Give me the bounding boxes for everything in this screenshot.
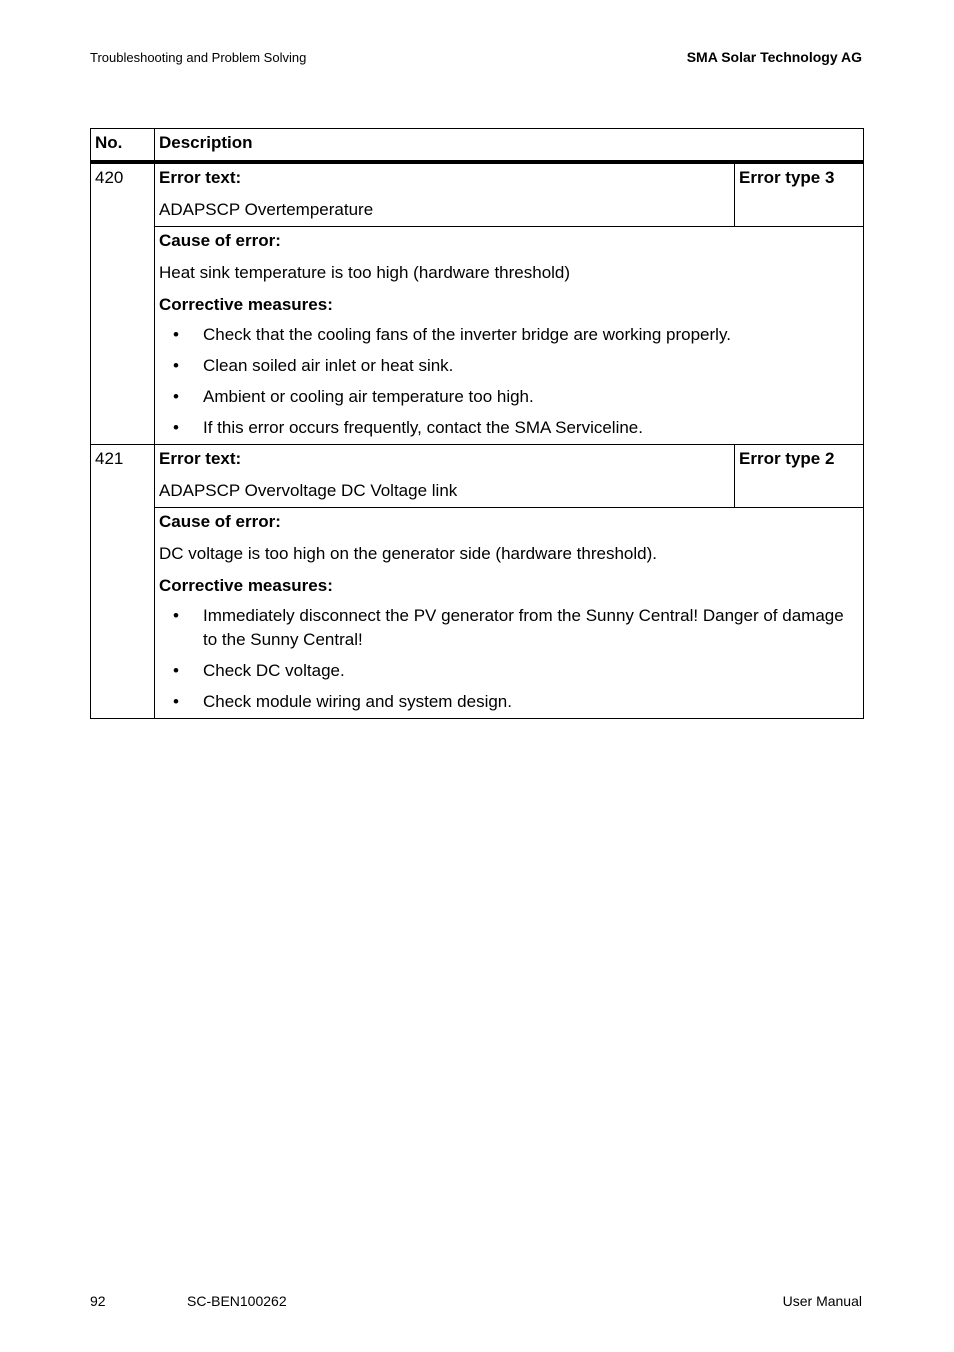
cause-cell xyxy=(155,227,864,445)
table-row xyxy=(91,162,864,227)
measure-text: Clean soiled air inlet or heat sink. xyxy=(203,356,454,375)
bullet-icon: • xyxy=(173,356,179,375)
cause-text: DC voltage is too high on the generator side (hardware threshold). xyxy=(159,544,658,563)
error-number: 420 xyxy=(91,162,155,445)
cause-label: Cause of error: xyxy=(159,512,281,531)
column-header-no: No. xyxy=(91,129,155,163)
page-number: 92 xyxy=(90,1293,106,1309)
measure-text: Check DC voltage. xyxy=(203,661,345,680)
measure-text: Immediately disconnect the PV generator from the Sunny Central! Danger of damage to the Sunny Central! xyxy=(203,606,844,649)
measures-list xyxy=(159,323,859,440)
error-type: Error type 2 xyxy=(735,445,864,508)
document-id: SC-BEN100262 xyxy=(187,1293,287,1309)
bullet-icon: • xyxy=(173,387,179,406)
document-type: User Manual xyxy=(782,1293,862,1309)
bullet-icon: • xyxy=(173,325,179,344)
header-section-title: Troubleshooting and Problem Solving xyxy=(90,50,307,65)
error-table xyxy=(90,128,864,719)
cause-cell xyxy=(155,508,864,719)
error-text-cell xyxy=(155,445,735,508)
error-number: 421 xyxy=(91,445,155,719)
error-text-label: Error text: xyxy=(159,449,242,468)
measures-label: Corrective measures: xyxy=(159,576,333,595)
header-company: SMA Solar Technology AG xyxy=(686,49,862,65)
measures-label: Corrective measures: xyxy=(159,295,333,314)
measure-text: Ambient or cooling air temperature too high. xyxy=(203,387,534,406)
table-header-row xyxy=(91,129,864,163)
error-text-cell xyxy=(155,162,735,227)
bullet-icon: • xyxy=(173,606,179,625)
error-text: ADAPSCP Overvoltage DC Voltage link xyxy=(159,481,458,500)
list-item xyxy=(159,323,859,347)
bullet-icon: • xyxy=(173,692,179,711)
error-text-label: Error text: xyxy=(159,168,242,187)
error-text: ADAPSCP Overtemperature xyxy=(159,200,374,219)
list-item xyxy=(159,690,859,714)
list-item xyxy=(159,659,859,683)
table-row xyxy=(91,227,864,445)
column-header-description: Description xyxy=(155,129,864,163)
measures-list xyxy=(159,604,859,714)
list-item xyxy=(159,354,859,378)
measure-text: Check that the cooling fans of the inverter bridge are working properly. xyxy=(203,325,731,344)
error-type: Error type 3 xyxy=(735,162,864,227)
list-item xyxy=(159,385,859,409)
list-item xyxy=(159,604,859,652)
table-row xyxy=(91,508,864,719)
measure-text: Check module wiring and system design. xyxy=(203,692,512,711)
cause-label: Cause of error: xyxy=(159,231,281,250)
measure-text: If this error occurs frequently, contact the SMA Serviceline. xyxy=(203,418,643,437)
table-row xyxy=(91,445,864,508)
bullet-icon: • xyxy=(173,418,179,437)
list-item xyxy=(159,416,859,440)
cause-text: Heat sink temperature is too high (hardware threshold) xyxy=(159,263,571,282)
bullet-icon: • xyxy=(173,661,179,680)
